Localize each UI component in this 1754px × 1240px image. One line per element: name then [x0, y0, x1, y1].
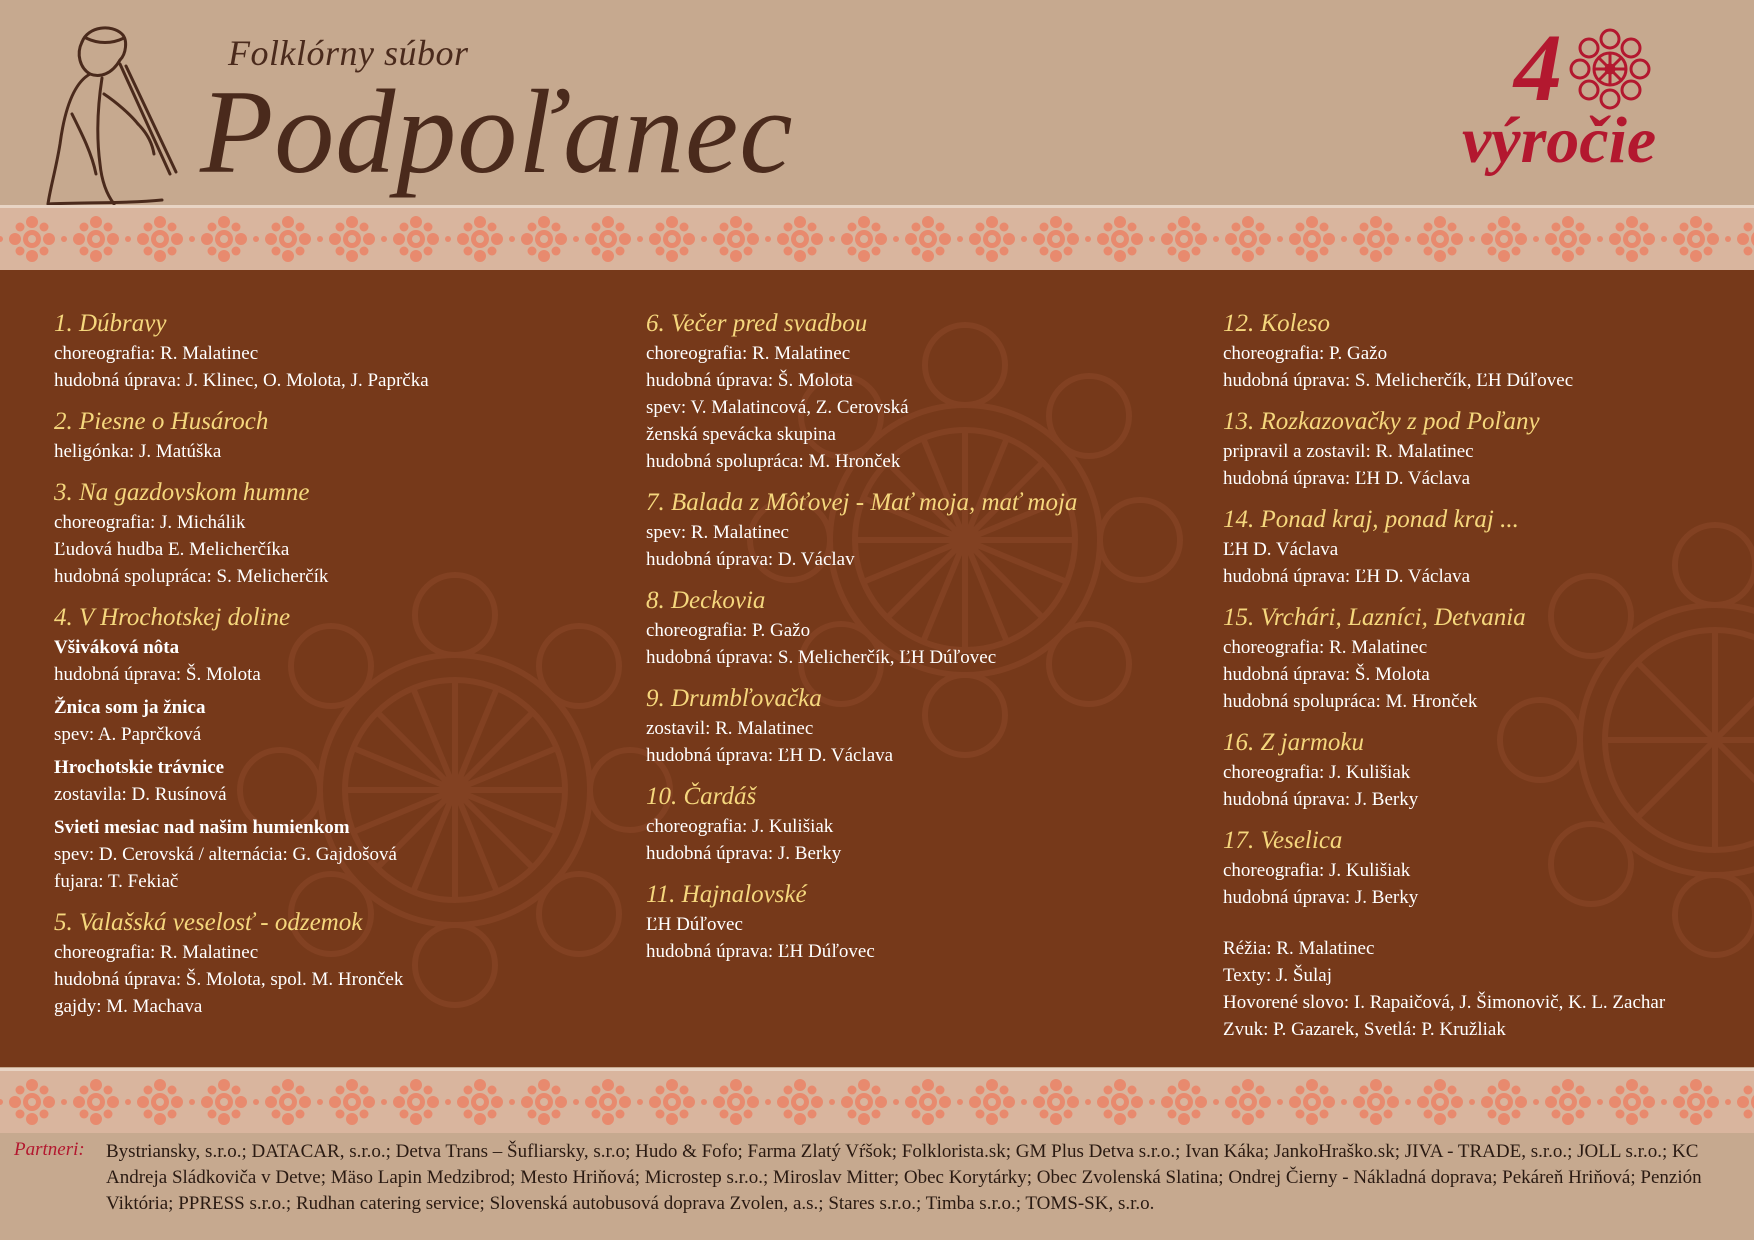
- program-panel: [0, 270, 1754, 1067]
- program-item-title: 7. Balada z Môťovej - Mať moja, mať moja: [646, 489, 1078, 516]
- credit-line: choreografia: R. Malatinec: [54, 942, 259, 963]
- program-item: [646, 585, 1206, 671]
- program-item-title: 17. Veselica: [1223, 827, 1343, 854]
- program-item-title: 12. Koleso: [1223, 310, 1330, 337]
- credit-line: zostavil: R. Malatinec: [646, 718, 814, 739]
- credit-line: hudobná úprava: J. Klinec, O. Molota, J. Paprčka: [54, 370, 429, 391]
- credit-line: hudobná spolupráca: M. Hronček: [1223, 691, 1478, 712]
- program-column-1: [54, 308, 614, 1020]
- production-credit-line: Réžia: R. Malatinec: [1223, 938, 1375, 959]
- credit-line: hudobná úprava: J. Berky: [1223, 887, 1419, 908]
- ensemble-subtitle: Folklórny súbor: [228, 33, 469, 73]
- credit-line: pripravil a zostavil: R. Malatinec: [1223, 441, 1474, 462]
- program-item: [1223, 504, 1743, 590]
- program-item: [646, 879, 1206, 965]
- program-item: [54, 907, 614, 1020]
- credit-line: hudobná úprava: S. Melicherčík, ĽH Dúľovec: [646, 647, 997, 668]
- credit-line: gajdy: M. Machava: [54, 996, 203, 1017]
- credit-line: hudobná úprava: J. Berky: [646, 843, 842, 864]
- program-item-title: 11. Hajnalovské: [646, 881, 807, 908]
- credit-line: hudobná spolupráca: S. Melicherčík: [54, 566, 329, 587]
- anniversary-number: 4: [1514, 14, 1562, 121]
- program-item: [646, 308, 1206, 475]
- song-title: Hrochotskie trávnice: [54, 757, 225, 778]
- header: [0, 0, 1754, 205]
- program-item-title: 15. Vrchári, Lazníci, Detvania: [1223, 604, 1526, 631]
- credit-line: hudobná úprava: Š. Molota: [1223, 664, 1430, 685]
- credit-line: hudobná úprava: ĽH D. Václava: [1223, 468, 1471, 489]
- program-item-title: 3. Na gazdovskom humne: [54, 479, 310, 506]
- credit-line: hudobná spolupráca: M. Hronček: [646, 451, 901, 472]
- program-item: [1223, 825, 1743, 911]
- credit-line: zostavila: D. Rusínová: [54, 784, 227, 805]
- song-title: Všiváková nôta: [54, 637, 180, 658]
- credit-line: hudobná úprava: J. Berky: [1223, 789, 1419, 810]
- credit-line: hudobná úprava: D. Václav: [646, 549, 855, 570]
- program-item-title: 2. Piesne o Husároch: [54, 408, 269, 435]
- credit-line: choreografia: J. Michálik: [54, 512, 246, 533]
- credit-line: choreografia: J. Kulišiak: [1223, 762, 1411, 783]
- ensemble-title: Podpoľanec: [200, 65, 794, 198]
- program-item: [646, 487, 1206, 573]
- song-title: Svieti mesiac nad našim humienkom: [54, 817, 350, 838]
- rosette-zero-icon: [1567, 26, 1653, 112]
- program-item-title: 9. Drumbľovačka: [646, 685, 822, 712]
- credit-line: ženská spevácka skupina: [646, 424, 836, 445]
- credit-line: choreografia: P. Gažo: [1223, 343, 1388, 364]
- program-item: [1223, 308, 1743, 394]
- production-credit-line: Hovorené slovo: I. Rapaičová, J. Šimonovič, K. L. Zachar: [1223, 992, 1666, 1013]
- credit-line: ĽH Dúľovec: [646, 914, 743, 935]
- credit-line: hudobná úprava: Š. Molota: [646, 370, 853, 391]
- production-credit-line: Texty: J. Šulaj: [1223, 965, 1332, 986]
- credit-line: spev: A. Paprčková: [54, 724, 202, 745]
- program-column-2: [646, 308, 1206, 965]
- credit-line: hudobná úprava: ĽH D. Václava: [646, 745, 894, 766]
- production-credits: [1223, 935, 1743, 1043]
- credit-line: choreografia: J. Kulišiak: [646, 816, 834, 837]
- credit-line: hudobná úprava: Š. Molota: [54, 664, 261, 685]
- credit-line: hudobná úprava: S. Melicherčík, ĽH Dúľovec: [1223, 370, 1574, 391]
- credit-line: spev: V. Malatincová, Z. Cerovská: [646, 397, 909, 418]
- program-item-title: 14. Ponad kraj, ponad kraj ...: [1223, 506, 1519, 533]
- folk-border-top: [0, 205, 1754, 273]
- partners-section: [0, 1133, 1754, 1240]
- credit-line: Ľudová hudba E. Melicherčíka: [54, 539, 290, 560]
- program-item-title: 4. V Hrochotskej doline: [54, 604, 291, 631]
- program-item: [1223, 406, 1743, 492]
- credit-line: choreografia: R. Malatinec: [646, 343, 851, 364]
- program-item-title: 5. Valašská veselosť - odzemok: [54, 909, 363, 936]
- credit-line: choreografia: R. Malatinec: [1223, 637, 1428, 658]
- credit-line: choreografia: J. Kulišiak: [1223, 860, 1411, 881]
- credit-line: hudobná úprava: ĽH D. Václava: [1223, 566, 1471, 587]
- credit-line: spev: D. Cerovská / alternácia: G. Gajdošová: [54, 844, 397, 865]
- program-item: [54, 406, 614, 465]
- program-item-title: 13. Rozkazovačky z pod Poľany: [1223, 408, 1540, 435]
- credit-line: choreografia: P. Gažo: [646, 620, 811, 641]
- credit-line: fujara: T. Fekiač: [54, 871, 179, 892]
- credit-line: hudobná úprava: ĽH Dúľovec: [646, 941, 875, 962]
- program-item-title: 1. Dúbravy: [54, 310, 167, 337]
- program-item: [54, 308, 614, 394]
- program-item-title: 10. Čardáš: [646, 783, 757, 810]
- credit-line: heligónka: J. Matúška: [54, 441, 222, 462]
- credit-line: spev: R. Malatinec: [646, 522, 789, 543]
- fujara-player-logo-icon: [42, 24, 182, 209]
- folk-border-bottom: [0, 1068, 1754, 1136]
- program-item: [646, 781, 1206, 867]
- program-item: [1223, 602, 1743, 715]
- program-item-title: 6. Večer pred svadbou: [646, 310, 868, 337]
- program-column-3: [1223, 308, 1743, 1043]
- program-item: [54, 602, 614, 895]
- program-item: [54, 477, 614, 590]
- partners-list: Bystriansky, s.r.o.; DATACAR, s.r.o.; Detva Trans – Šufliarsky, s.r.o; Hudo & Fofo; Farma Zlatý Vŕšok; Folklorista.sk; GM Plus Detva s.r.o.; Ivan Káka; JankoHraško.sk; JIVA - TRADE, s.r.o.; JOLL s.r.o.; KC Andreja Sládkoviča v Detve; Mäso Lapin Medzibrod; Mesto Hriňová; Microstep s.r.o.; Miroslav Mitter; Obec Korytárky; Obec Zvolenská Slatina; Ondrej Čierny - Nákladná doprava; Pekáreň Hriňová; Penzión Viktória; PPRESS s.r.o.; Rudhan catering service; Slovenská autobusová doprava Zvolen, a.s.; Stares s.r.o.; Timba s.r.o.; TOMS-SK, s.r.o.: [106, 1141, 1702, 1214]
- credit-line: hudobná úprava: Š. Molota, spol. M. Hronček: [54, 969, 404, 990]
- production-credit-line: Zvuk: P. Gazarek, Svetlá: P. Kružliak: [1223, 1019, 1506, 1040]
- program-item: [1223, 727, 1743, 813]
- partners-label: Partneri:: [14, 1139, 85, 1160]
- anniversary-word: výročie: [1462, 104, 1657, 177]
- credit-line: choreografia: R. Malatinec: [54, 343, 259, 364]
- program-item-title: 8. Deckovia: [646, 587, 766, 614]
- program-item: [646, 683, 1206, 769]
- song-title: Žnica som ja žnica: [54, 697, 206, 718]
- credit-line: ĽH D. Václava: [1223, 539, 1339, 560]
- program-item-title: 16. Z jarmoku: [1223, 729, 1364, 756]
